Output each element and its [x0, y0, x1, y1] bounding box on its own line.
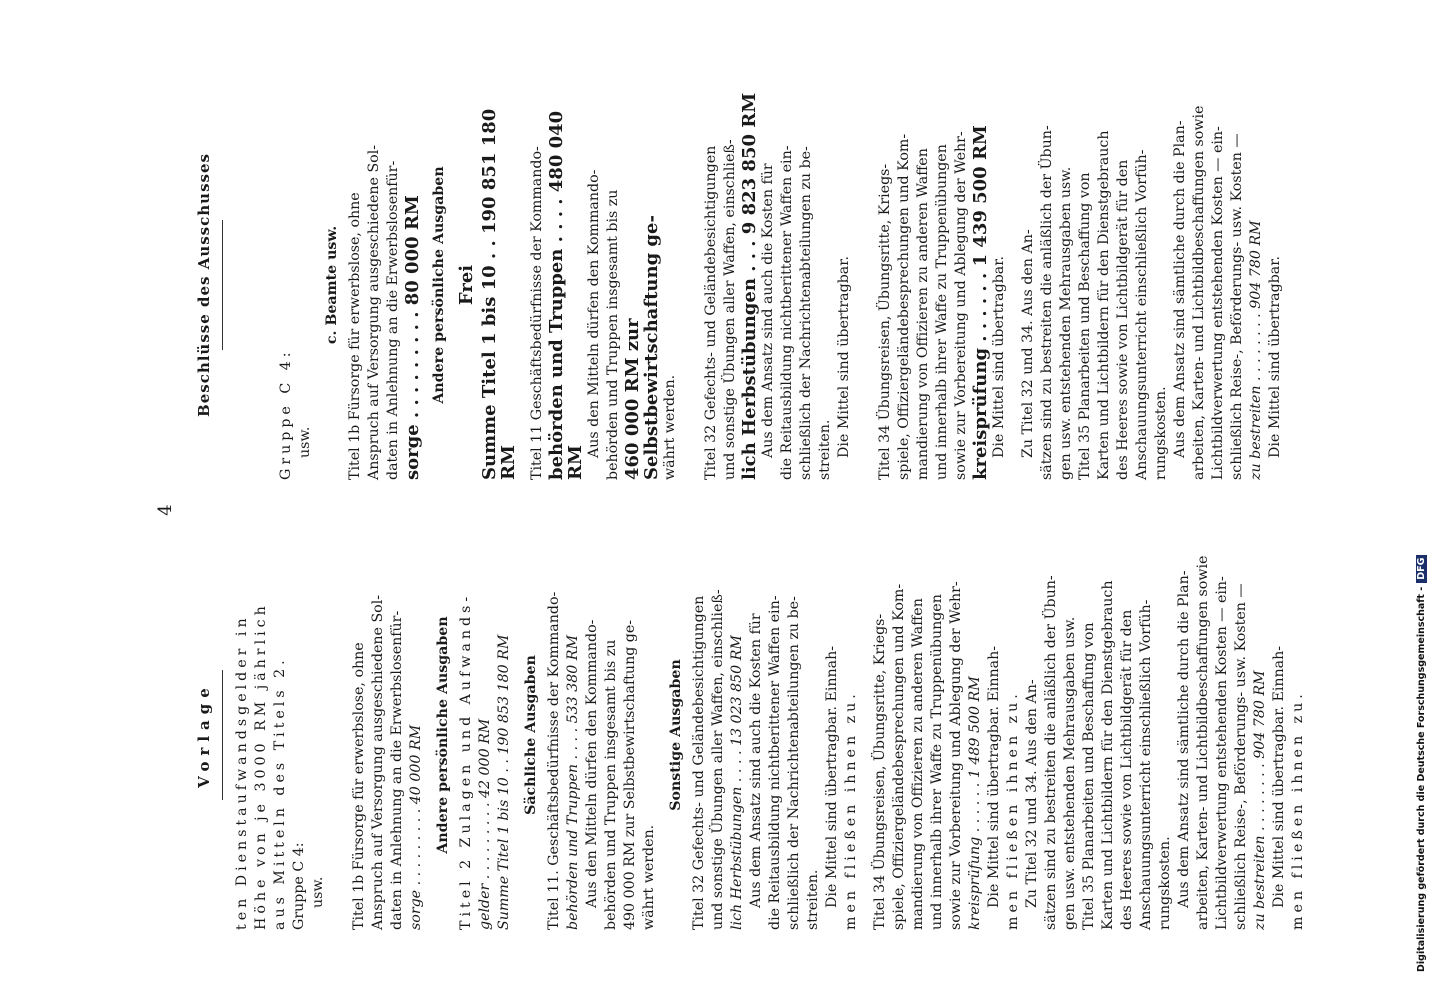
intro-line-1: ten Dienstaufwandsgelder in	[234, 614, 250, 930]
titel34-line-3: mandierung von Offizieren zu anderen Waffen	[915, 148, 931, 480]
gruppe-label: Gruppe C 4:	[291, 842, 307, 930]
vorlage-column	[195, 540, 1308, 930]
sonstige-heading: Sonstige Ausgaben	[668, 659, 684, 811]
vorlage-title: Vorlage	[195, 682, 213, 788]
titel35-line-7: arbeiten, Karten- und Lichtbildbeschaffungen sowie	[1191, 105, 1207, 480]
titel34-line-4: und innerhalb ihrer Waffe zu Truppenübungen	[934, 144, 950, 480]
titel1b-line-2: Anspruch auf Versorgung ausgeschiedene Sol-	[370, 594, 386, 930]
titel35-line-10: zu bestreiten . . . . . . . . 904 780 RM	[1252, 670, 1268, 930]
titel32-line-5: die Reitausbildung nichtberittener Waffen ein-	[767, 595, 783, 930]
titel32-line-5: die Reitausbildung nichtberittener Waffen ein-	[779, 145, 795, 480]
titel1b-line-3: daten in Anlehnung an die Erwerbslosenfür-	[385, 160, 401, 480]
frei-label: Frei	[456, 264, 477, 306]
titel34-line-1: Titel 34 Übungsreisen, Übungsritte, Kriegs-	[877, 163, 893, 480]
titel35-line-6: Aus dem Ansatz sind sämtliche durch die Plan-	[1172, 120, 1188, 458]
titel34-line-8: men fließen ihnen zu.	[1005, 690, 1021, 930]
titel1b-line-1: Titel 1b Fürsorge für erwerbslose, ohne	[347, 192, 363, 480]
titel35-line-4: Anschauungsunterricht einschließlich Vorfüh-	[1138, 599, 1154, 930]
usw-label: usw.	[310, 876, 326, 908]
beamte-heading: c. Beamte usw.	[324, 225, 340, 345]
titel35-line-11: Die Mittel sind übertragbar. Einnah-	[1271, 645, 1287, 908]
titel32-line-1: Titel 32 Gefechts- und Geländebesichtigungen	[703, 145, 719, 480]
beschluesse-title: Beschlüsse des Ausschusses	[195, 153, 213, 417]
titel11-line-5: 490 000 RM zur Selbstbewirtschaftung ge-	[622, 619, 638, 930]
titel34-line-10: gen usw. entstehenden Mehrausgaben usw.	[1058, 166, 1074, 480]
andere-heading: Andere persönliche Ausgaben	[435, 616, 451, 854]
titel34-line-1: Titel 34 Übungsreisen, Übungsritte, Kriegs-	[872, 613, 888, 930]
titel34-line-7: Die Mittel sind übertragbar.	[991, 256, 1007, 458]
titel34-line-4: und innerhalb ihrer Waffe zu Truppenübungen	[929, 594, 945, 930]
titel34-line-3: mandierung von Offizieren zu anderen Waffen	[910, 598, 926, 930]
titel34-line-10: sätzen sind zu bestreiten die anläßlich der Übun-	[1043, 575, 1059, 930]
titel32-line-3: lich Herbstübungen . . . . 13 023 850 RM	[729, 635, 745, 930]
titel32-line-6: schließlich der Nachrichtenabteilungen zu be-	[786, 596, 802, 930]
titel11-line-2: behörden und Truppen . . . . 480 040 RM	[546, 110, 586, 480]
titel35-line-6: Aus dem Ansatz sind sämtliche durch die Plan-	[1176, 570, 1192, 908]
titel32-line-8: Die Mittel sind übertragbar. Einnah-	[824, 645, 840, 908]
titel34-line-6: kreisprüfung . . . . . . 1 489 500 RM	[967, 676, 983, 930]
titel11-line-5: 460 000 RM zur Selbstbewirtschaftung ge-	[622, 215, 662, 480]
titel35-line-4: Anschauungsunterricht einschließlich Vorfüh-	[1134, 149, 1150, 480]
titel32-line-9: men fließen ihnen zu.	[843, 690, 859, 930]
title-rule	[222, 220, 223, 350]
titel11-line-4: behörden und Truppen insgesamt bis zu	[603, 639, 619, 930]
page-number: 4	[155, 504, 176, 516]
titel35-line-8: Lichtbildverwertung entstehenden Kosten — ein-	[1210, 126, 1226, 480]
titel11-line-6: währt werden.	[641, 824, 657, 930]
titel35-line-2: Karten und Lichtbildern für den Dienstgebrauch	[1096, 130, 1112, 480]
titel1b-line-1: Titel 1b Fürsorge für erwerbslose, ohne	[351, 642, 367, 930]
summe-line: Summe Titel 1 bis 10 . . 190 851 180 RM	[479, 108, 519, 480]
intro-line-2: Höhe von je 3000 RM jährlich	[253, 602, 269, 930]
titel35-line-12: men fließen ihnen zu.	[1290, 690, 1306, 930]
titel32-line-6: schließlich der Nachrichtenabteilungen zu be-	[798, 146, 814, 480]
titel1b-line-2: Anspruch auf Versorgung ausgeschiedene Sol-	[366, 144, 382, 480]
titel32-line-7: streiten.	[817, 419, 833, 480]
titel32-line-4: Aus dem Ansatz sind auch die Kosten für	[748, 613, 764, 908]
document-page	[95, 90, 1325, 930]
titel35-line-3: des Heeres sowie von Lichtbildgerät für den	[1115, 159, 1131, 480]
titel35-line-2: Karten und Lichtbildern für den Dienstgebrauch	[1100, 580, 1116, 930]
titel35-line-8: Lichtbildverwertung entstehenden Kosten — ein-	[1214, 576, 1230, 930]
titel11-line-4: behörden und Truppen insgesamt bis zu	[605, 189, 621, 480]
titel35-line-1: Titel 35 Planarbeiten und Beschaffung von	[1081, 622, 1097, 930]
titel35-line-5: rungskosten.	[1157, 836, 1173, 930]
titel34-line-11: gen usw. entstehenden Mehrausgaben usw.	[1062, 616, 1078, 930]
titel34-line-7: Die Mittel sind übertragbar. Einnah-	[986, 645, 1002, 908]
titel32-line-3: lich Herbstübungen . . . 9 823 850 RM	[739, 92, 760, 480]
titel11-line-3: Aus den Mitteln dürfen den Kommando-	[586, 169, 602, 458]
titel35-line-9: schließlich Reise-, Beförderungs- usw. Kosten —	[1229, 133, 1245, 480]
titel35-line-10: zu bestreiten . . . . . . . . 904 780 RM	[1248, 220, 1264, 480]
titel1b-line-4: sorge . . . . . . . . . 40 000 RM	[408, 724, 424, 930]
titel34-line-6: kreisprüfung . . . . . . 1 439 500 RM	[970, 125, 991, 480]
usw-label: usw.	[297, 426, 313, 458]
titel1b-line-3: daten in Anlehnung an die Erwerbslosenfür-	[389, 610, 405, 930]
titel34-line-2: spiele, Offiziergeländebesprechungen und Kom-	[896, 133, 912, 480]
titel35-line-5: rungskosten.	[1153, 386, 1169, 480]
titel32-line-2: und sonstige Übungen aller Waffen, einschließ-	[710, 589, 726, 930]
titel32-line-8: Die Mittel sind übertragbar.	[836, 256, 852, 458]
intro-line-3: aus Mitteln des Titels 2.	[272, 656, 288, 930]
titel11-line-1: Titel 11 Geschäftsbedürfnisse der Kommando-	[529, 146, 545, 480]
dfg-logo: DFG	[1416, 555, 1427, 583]
digitization-note	[1416, 12, 1430, 972]
titel34-line-9: Zu Titel 32 und 34. Aus den An-	[1024, 679, 1040, 908]
titel1b-line-4: sorge . . . . . . . . . 80 000 RM	[402, 195, 423, 480]
titel34-line-9: sätzen sind zu bestreiten die anläßlich der Übun-	[1039, 125, 1055, 480]
titel32-line-7: streiten.	[805, 869, 821, 930]
titel32-line-2: und sonstige Übungen aller Waffen, einschließ-	[722, 139, 738, 480]
beschluesse-column	[195, 90, 1285, 480]
titel11-line-3: Aus den Mitteln dürfen den Kommando-	[584, 619, 600, 908]
titel11-line-2: behörden und Truppen . . . . 533 380 RM	[565, 635, 581, 930]
titel35-line-1: Titel 35 Planarbeiten und Beschaffung von	[1077, 172, 1093, 480]
title-rule	[222, 670, 223, 800]
titel35-line-7: arbeiten, Karten- und Lichtbildbeschaffungen sowie	[1195, 555, 1211, 930]
titel34-line-8: Zu Titel 32 und 34. Aus den An-	[1020, 229, 1036, 458]
titel2-line-2: gelder . . . . . . . . . 42 000 RM	[477, 718, 493, 930]
titel35-line-11: Die Mittel sind übertragbar.	[1267, 256, 1283, 458]
andere-heading: Andere persönliche Ausgaben	[431, 166, 447, 404]
titel34-line-5: sowie zur Vorbereitung und Ablegung der Wehr-	[948, 581, 964, 930]
titel11-line-6: währt werden.	[662, 374, 678, 480]
titel32-line-1: Titel 32 Gefechts- und Geländebesichtigungen	[691, 595, 707, 930]
titel34-line-2: spiele, Offiziergeländebesprechungen und Kom-	[891, 583, 907, 930]
digitization-text: Digitalisierung gefördert durch die Deutsche Forschungsgemeinschaft -	[1416, 586, 1427, 972]
saechliche-heading: Sächliche Ausgaben	[523, 655, 539, 815]
titel35-line-9: schließlich Reise-, Beförderungs- usw. Kosten —	[1233, 583, 1249, 930]
digitization-sidebar	[1416, 12, 1430, 972]
titel35-line-3: des Heeres sowie von Lichtbildgerät für den	[1119, 609, 1135, 930]
titel2-line-1: Titel 2 Zulagen und Aufwands-	[458, 592, 474, 930]
titel34-line-5: sowie zur Vorbereitung und Ablegung der Wehr-	[953, 131, 969, 480]
gruppe-label: Gruppe C 4:	[278, 348, 294, 480]
titel32-line-4: Aus dem Ansatz sind auch die Kosten für	[760, 163, 776, 458]
titel11-line-1: Titel 11. Geschäftsbedürfnisse der Kommando-	[546, 591, 562, 930]
summe-line: Summe Titel 1 bis 10 . . 190 853 180 RM	[496, 634, 512, 930]
